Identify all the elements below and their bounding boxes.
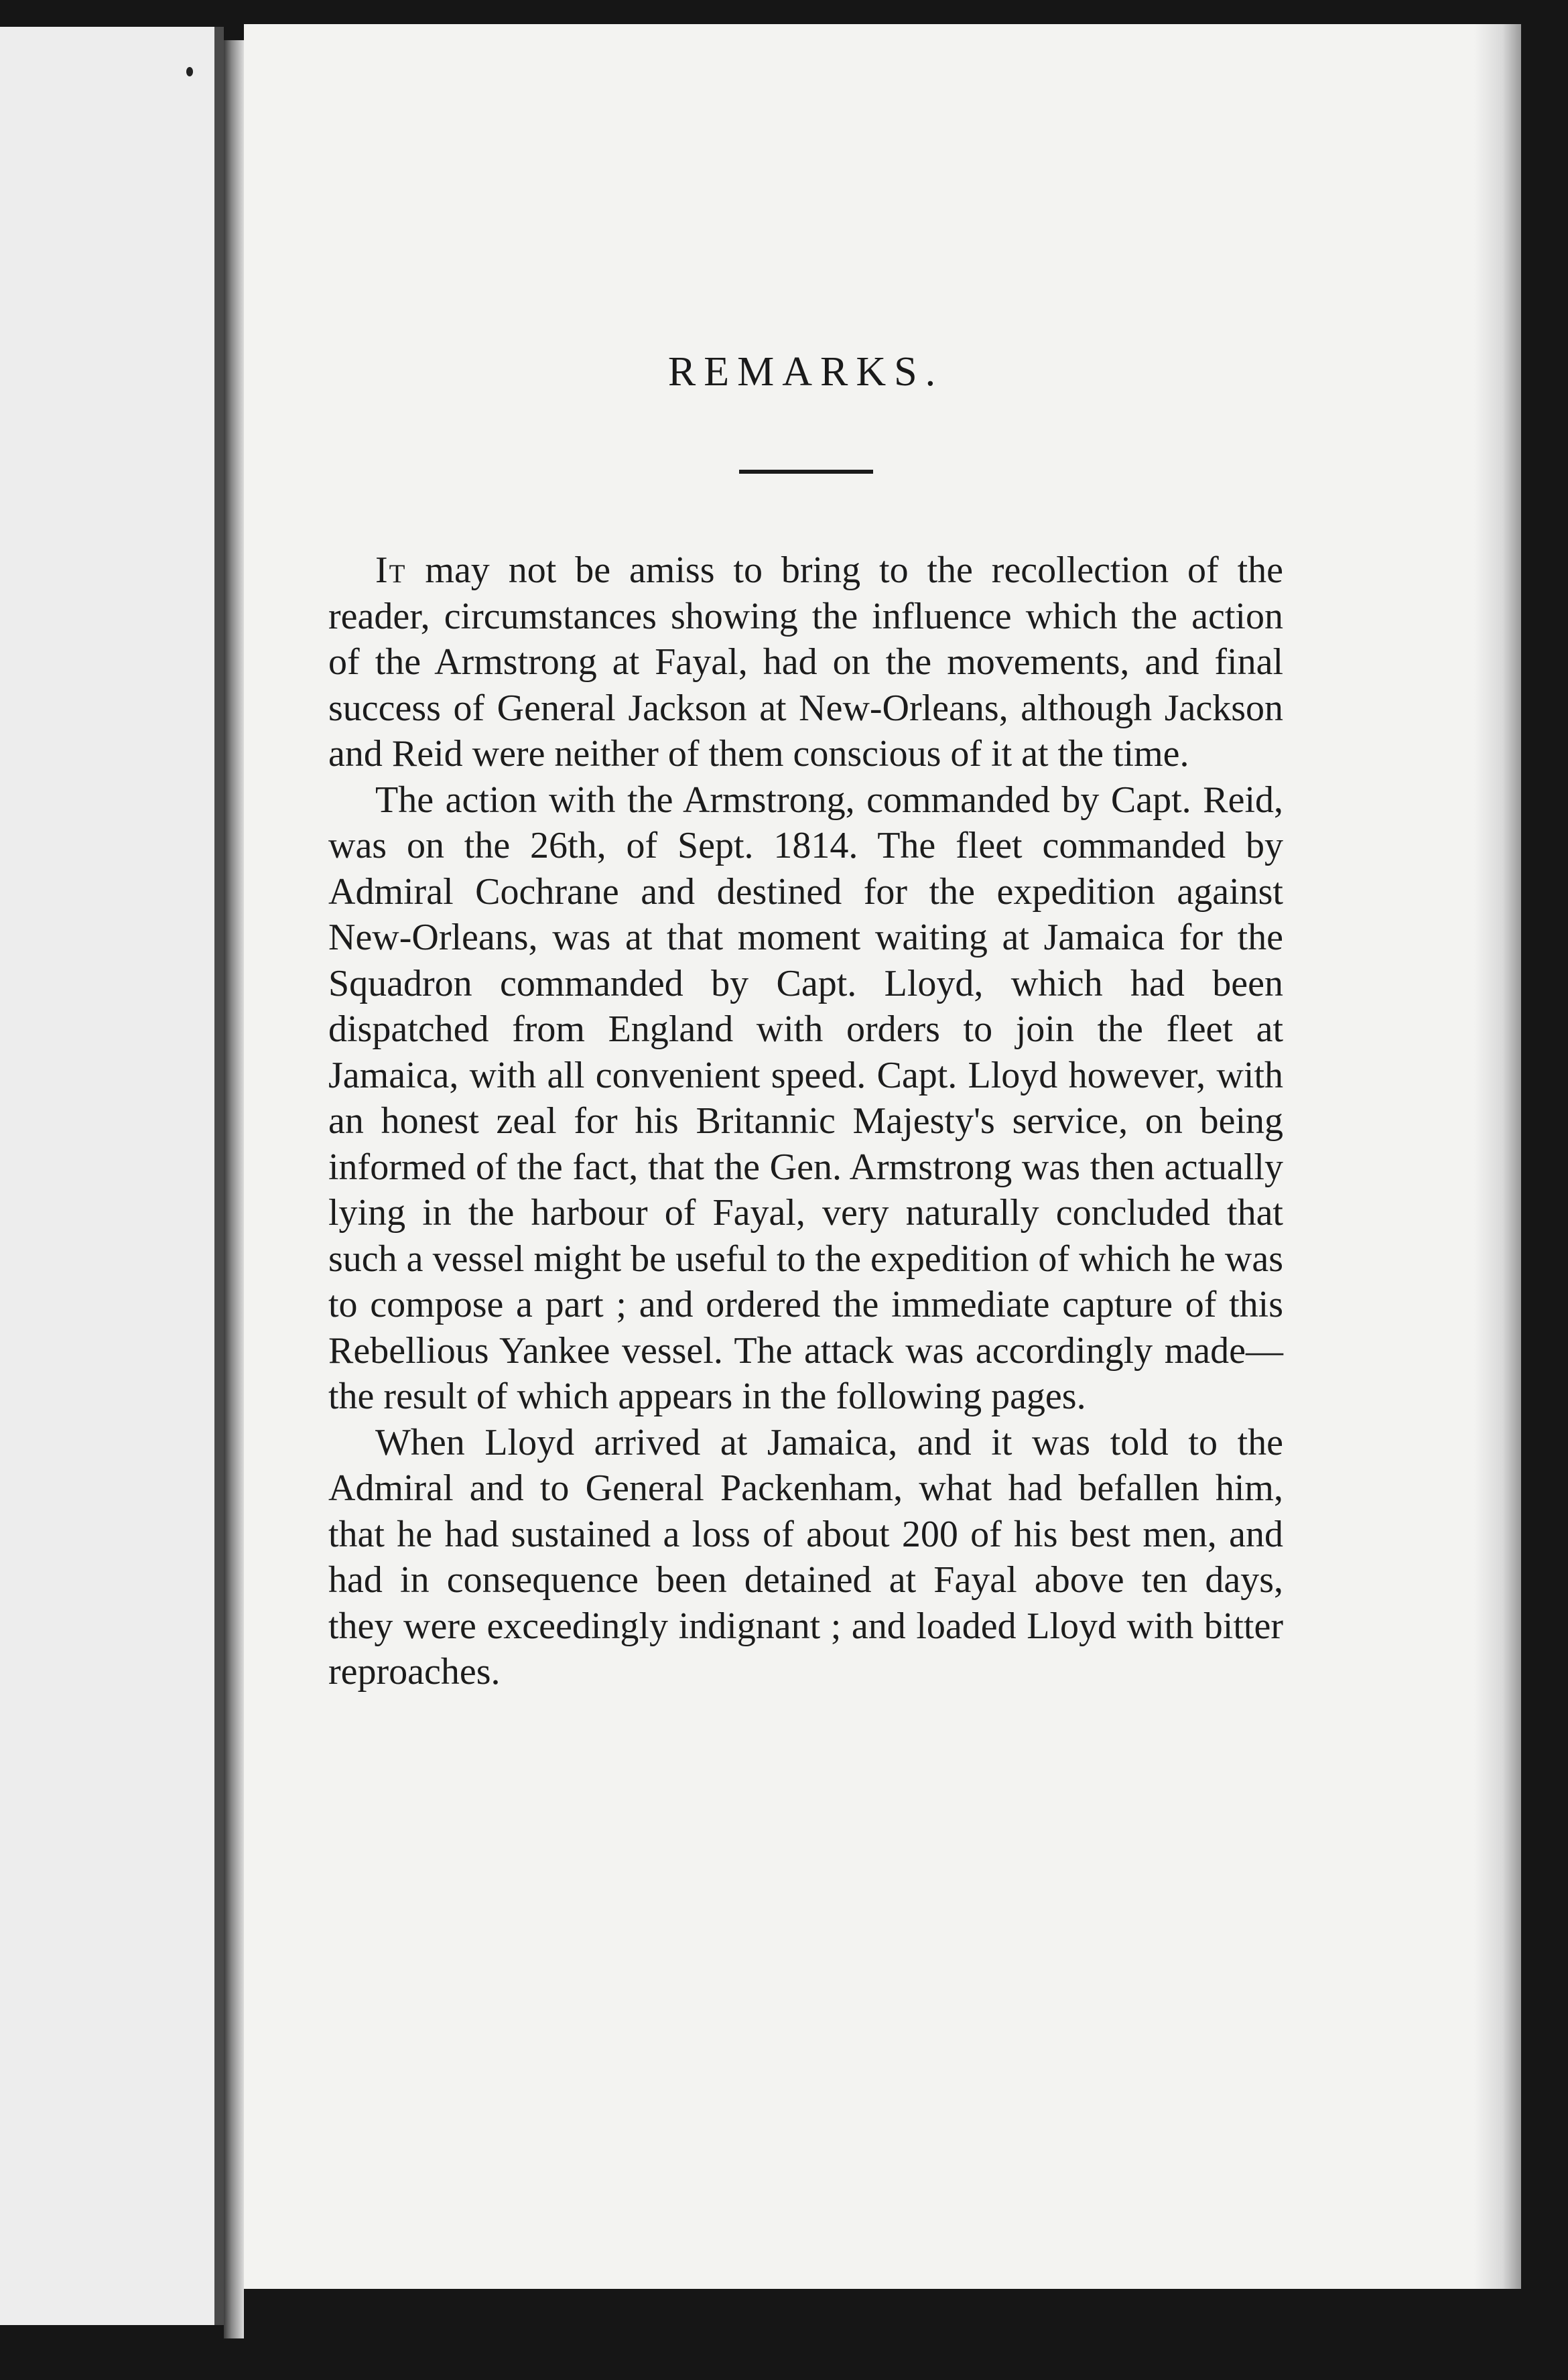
page-content	[328, 348, 1283, 1695]
paragraph-2	[328, 777, 1283, 1420]
page-title: REMARKS.	[667, 349, 944, 395]
paragraph-3	[328, 1420, 1283, 1695]
ink-speck	[186, 67, 193, 76]
paragraph-text: The action with the Armstrong, commanded by Capt. Reid, was on the 26th, of Sept. 1814. The fleet commanded by Admiral Cochrane and destined for the expedition against New-Orleans, was at that moment waiting at Jamaica for the Squadron commanded by Capt. Lloyd, which had been dispatched from England with orders to join the fleet at Jamaica, with all convenient speed. Capt. Lloyd however, with an honest zeal for his Britannic Majesty's service, on being informed of the fact, that the Gen. Armstrong was then actually lying in the harbour of Fayal, very naturally concluded that such a vessel might be useful to the expedition of which he was to compose a part ; and ordered the immediate capture of this Rebellious Yankee vessel. The attack was accordingly made—the result of which appears in the following pages.	[328, 779, 1283, 1417]
book-gutter	[224, 40, 244, 2338]
page-edge-shadow	[1474, 24, 1521, 2289]
drop-lead: It	[375, 549, 407, 591]
paragraph-text: When Lloyd arrived at Jamaica, and it was told to the Admiral and to General Packenham, what had befallen him, that he had sustained a loss of about 200 of his best men, and had in consequence been detained at Fayal above ten days, they were exceedingly indignant ; and loaded Lloyd with bitter reproaches.	[328, 1421, 1283, 1693]
title-rule	[739, 470, 873, 474]
paragraph-text: may not be amiss to bring to the recollection of the reader, circumstances showing the influence which the action of the Armstrong at Fayal, had on the movements, and final success of General Jackson at New-Orleans, although Jackson and Reid were neither of them conscious of it at the time.	[328, 549, 1283, 775]
paragraph-1	[328, 547, 1283, 777]
facing-page-edge	[0, 27, 224, 2325]
